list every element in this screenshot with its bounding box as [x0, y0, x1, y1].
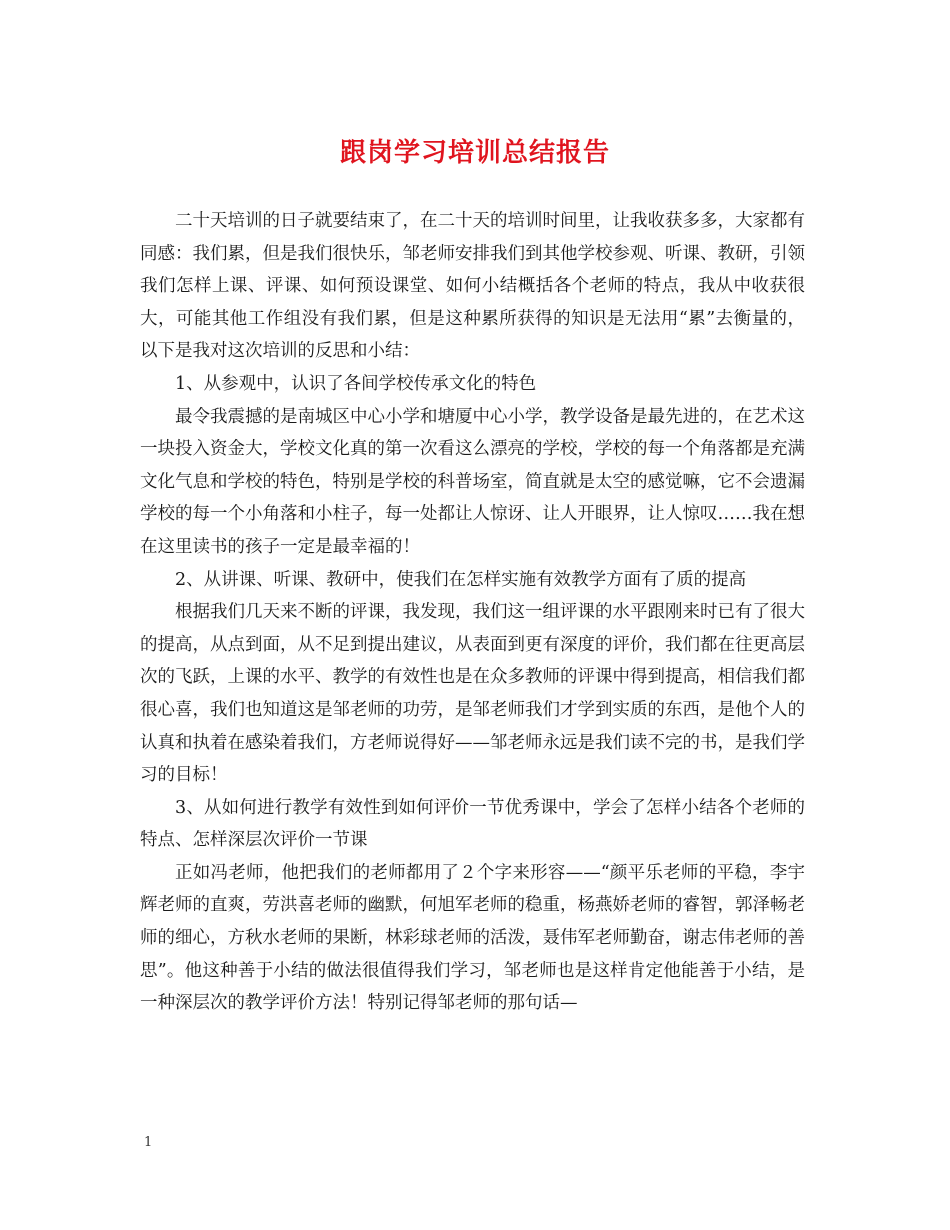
- paragraph-section-3: 正如冯老师，他把我们的老师都用了２个字来形容——“颜平乐老师的平稳，李宇辉老师的直爽，劳洪喜老师的幽默，何旭军老师的稳重，杨燕娇老师的睿智，郭泽畅老师的细心，方秋水老师的果断，林彩球老师的活泼，聂伟军老师勤奋，谢志伟老师的善思”。他这种善于小结的做法很值得我们学习，邹老师也是这样肯定他能善于小结，是一种深层次的教学评价方法！特别记得邹老师的那句话—: [140, 862, 805, 1014]
- paragraph-section-1: 最令我震撼的是南城区中心小学和塘厦中心小学，教学设备是最先进的，在艺术这一块投入资金大，学校文化真的第一次看这么漂亮的学校，学校的每一个角落都是充满文化气息和学校的特色，特别是学校的科普场室，简直就是太空的感觉嘛，它不会遗漏学校的每一个小角落和小柱子，每一处都让人惊讶、让人开眼界，让人惊叹……我在想在这里读书的孩子一定是最幸福的！: [140, 406, 805, 557]
- document-title: 跟岗学习培训总结报告: [339, 138, 610, 168]
- page-number: 1: [144, 1135, 153, 1150]
- section-heading-3: 3、从如何进行教学有效性到如何评价一节优秀课中，学会了怎样小结各个老师的特点、怎样深层次评价一节课: [140, 797, 805, 851]
- paragraph-intro: 二十天培训的日子就要结束了，在二十天的培训时间里，让我收获多多，大家都有同感：我们累，但是我们很快乐，邹老师安排我们到其他学校参观、听课、教研，引领我们怎样上课、评课、如何预设课堂、如何小结概括各个老师的特点，我从中收获很大，可能其他工作组没有我们累，但是这种累所获得的知识是无法用“累”去衡量的，以下是我对这次培训的反思和小结：: [140, 211, 805, 362]
- paragraph-section-2: 根据我们几天来不断的评课，我发现，我们这一组评课的水平跟刚来时已有了很大的提高，从点到面，从不足到提出建议，从表面到更有深度的评价，我们都在往更高层次的飞跃，上课的水平、教学的有效性也是在众多教师的评课中得到提高，相信我们都很心喜，我们也知道这是邹老师的功劳，是邹老师我们才学到实质的东西，是他个人的认真和执着在感染着我们，方老师说得好——邹老师永远是我们读不完的书，是我们学习的目标！: [140, 602, 805, 786]
- section-heading-2: 2、从讲课、听课、教研中，使我们在怎样实施有效教学方面有了质的提高: [175, 569, 747, 590]
- section-heading-1: 1、从参观中，认识了各间学校传承文化的特色: [175, 373, 537, 394]
- document-body: [140, 205, 805, 1020]
